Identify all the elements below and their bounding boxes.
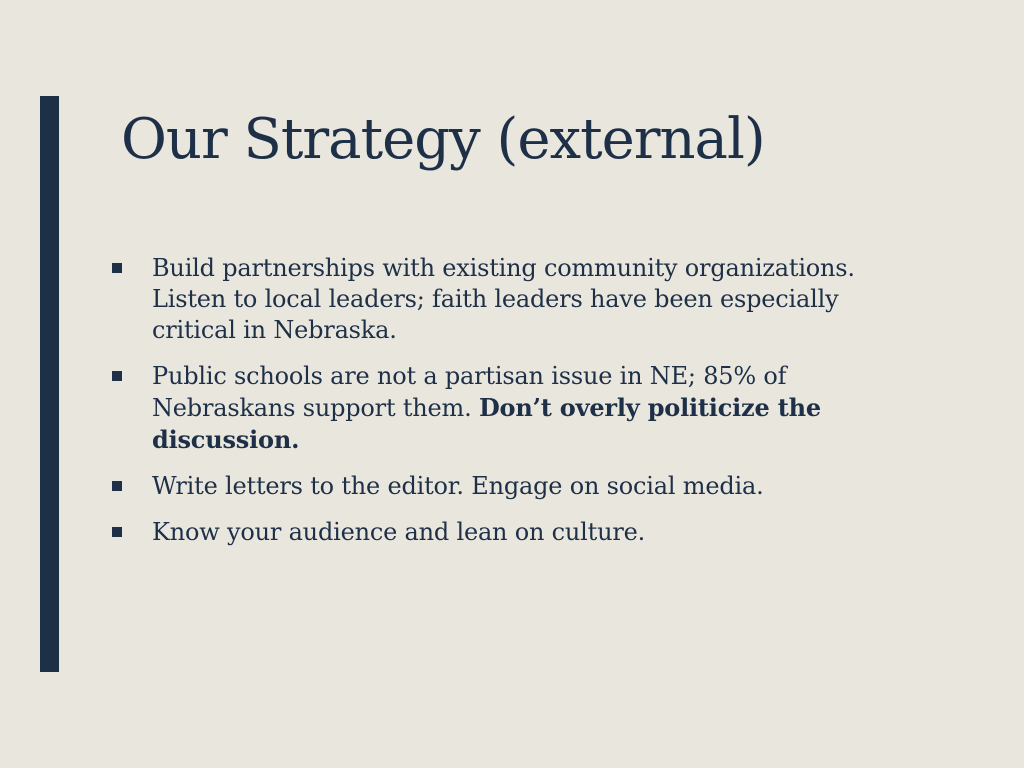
slide-title: Our Strategy (external) <box>121 107 765 172</box>
bullet-list <box>112 253 902 563</box>
square-bullet-icon <box>112 371 122 381</box>
bullet-text: Build partnerships with existing community organizations. Listen to local leaders; faith leaders have been especially critical in Nebraska. <box>152 254 855 344</box>
bullet-item-2 <box>112 361 902 456</box>
bullet-text: Know your audience and lean on culture. <box>152 518 646 546</box>
accent-bar <box>40 96 59 672</box>
bullet-text: Write letters to the editor. Engage on social media. <box>152 472 764 500</box>
square-bullet-icon <box>112 263 122 273</box>
bullet-emphasis: Don’t overly politicize the discussion. <box>152 393 821 454</box>
bullet-item-4 <box>112 517 902 548</box>
square-bullet-icon <box>112 481 122 491</box>
bullet-item-3 <box>112 471 902 502</box>
square-bullet-icon <box>112 527 122 537</box>
bullet-text: Public schools are not a partisan issue in NE; 85% of Nebraskans support them. <box>152 362 787 422</box>
bullet-item-1 <box>112 253 902 346</box>
